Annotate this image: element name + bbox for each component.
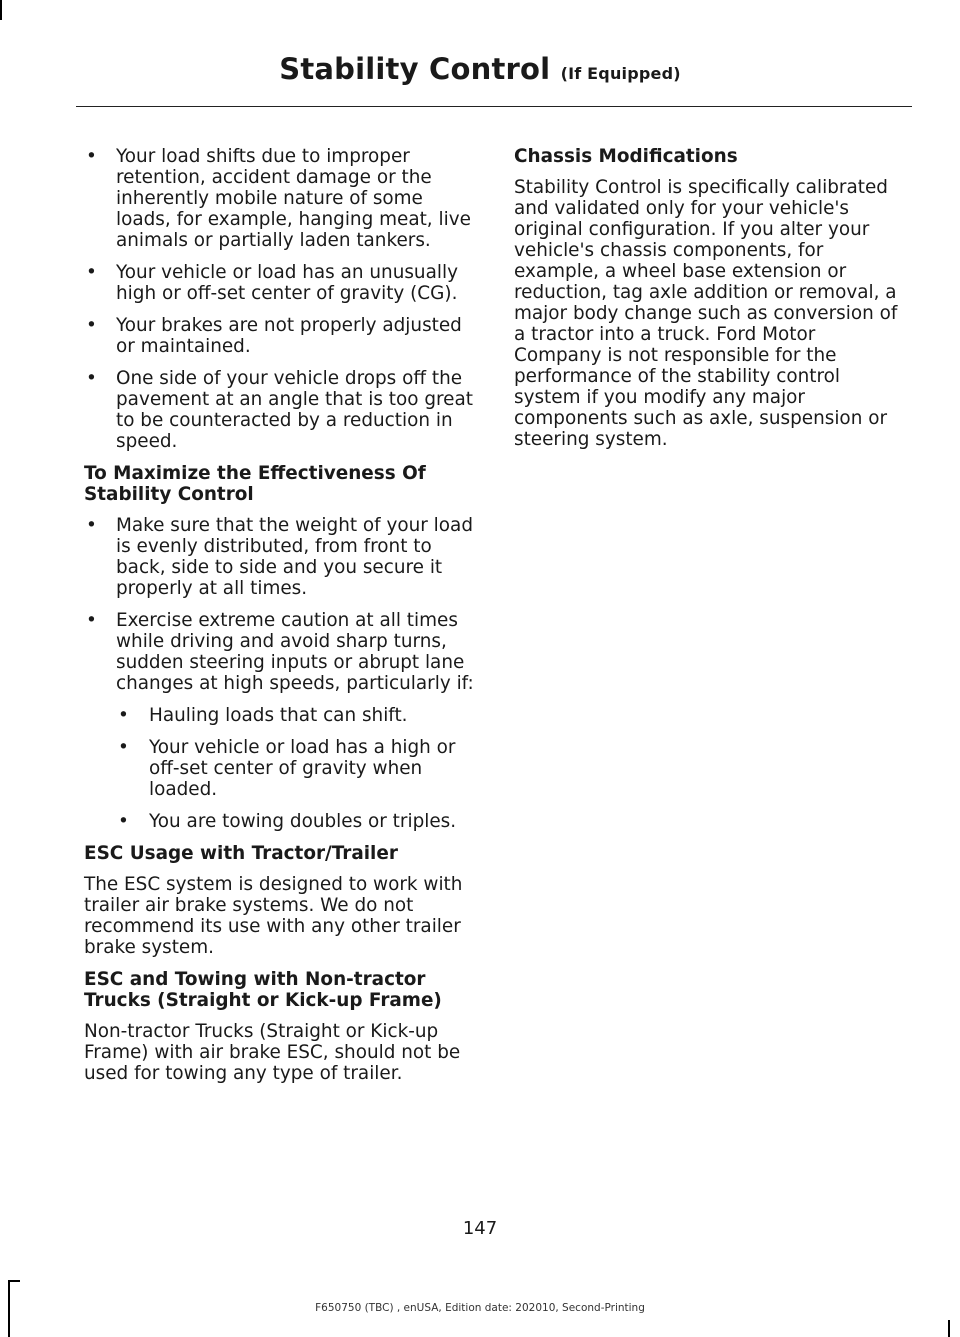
section-heading-tractor-trailer: ESC Usage with Tractor/Trailer [84,843,398,864]
bullet-icon: • [118,811,129,832]
bullet-icon: • [86,610,97,631]
section-heading-chassis: Chassis Modifications [514,146,738,167]
list-item: • Your vehicle or load has an unusually high or off-set center of gravity (CG). [86,262,458,304]
sub-list-item: • You are towing doubles or triples. [118,811,457,832]
right-column [514,146,908,461]
crop-mark-bottom-left-h [8,1280,20,1282]
crop-mark-top-left [0,0,2,20]
bullet-icon: • [86,262,97,283]
left-column [84,146,476,1095]
bullet-icon: • [86,515,97,536]
list-item: • Your brakes are not properly adjusted or maintained. [86,315,462,357]
list-item: • Make sure that the weight of your load is evenly distributed, from front to back, side to side and you secure it properly at all times. [86,515,473,599]
section-heading-maximize: To Maximize the Effectiveness Of Stability Control [84,463,426,505]
header-divider [76,106,912,107]
list-item: • Exercise extreme caution at all times while driving and avoid sharp turns, sudden steering inputs or abrupt lane changes at high speeds, particularly if: [86,610,474,694]
bullet-icon: • [118,705,129,726]
footer-text: F650750 (TBC) , enUSA, Edition date: 202010, Second-Printing [315,1302,645,1314]
paragraph-non-tractor: Non-tractor Trucks (Straight or Kick-up Frame) with air brake ESC, should not be used for towing any type of trailer. [84,1021,461,1084]
paragraph-chassis: Stability Control is specifically calibrated and validated only for your vehicle's original configuration. If you alter your vehicle's chassis components, for example, a wheel base extension or reduction, tag axle addition or removal, a major body change such as conversion of a tractor into a truck. Ford Motor Company is not responsible for the performance of the stability control system if you modify any major components such as axle, suspension or steering system. [514,177,898,450]
sub-list-item: • Hauling loads that can shift. [118,705,408,726]
bullet-icon: • [86,315,97,336]
section-heading-non-tractor: ESC and Towing with Non-tractor Trucks (Straight or Kick-up Frame) [84,969,442,1011]
list-item: • One side of your vehicle drops off the pavement at an angle that is too great to be counteracted by a reduction in speed. [86,368,473,452]
paragraph-tractor-trailer: The ESC system is designed to work with trailer air brake systems. We do not recommend its use with any other trailer brake system. [84,874,463,958]
page-number: 147 [462,1218,498,1239]
crop-mark-bottom-right [948,1320,950,1337]
list-item: • Your load shifts due to improper retention, accident damage or the inherently mobile nature of some loads, for example, hanging meat, live animals or partially laden tankers. [86,146,471,251]
sub-list-item: • Your vehicle or load has a high or off-set center of gravity when loaded. [118,737,456,800]
page-title [0,52,960,86]
bullet-icon: • [86,368,97,389]
page-title-main: Stability Control [279,52,551,86]
bullet-icon: • [118,737,129,758]
bullet-icon: • [86,146,97,167]
page-title-subtitle: (If Equipped) [560,64,681,83]
